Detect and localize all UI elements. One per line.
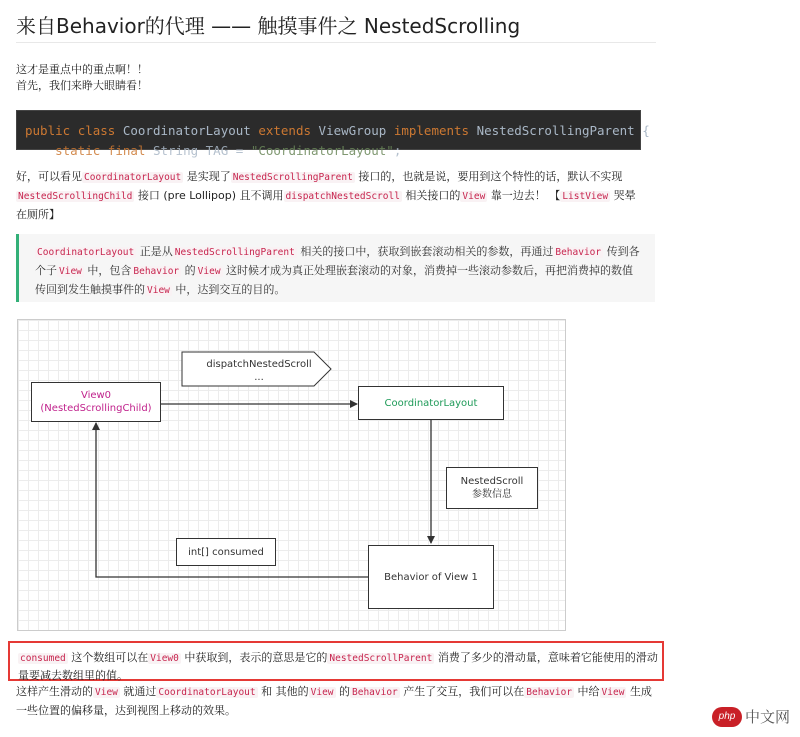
dispatch-label: dispatchNestedScroll ... [206,359,312,383]
view0-node: View0 (NestedScrollingChild) [31,382,161,422]
inline-code: consumed [20,653,66,664]
inline-code: View [147,285,170,296]
inline-code: NestedScrollingParent [232,172,353,183]
code-block [16,110,650,158]
code-line-2: static final String TAG = "CoordinatorLayout"; [55,143,402,158]
site-watermark [712,706,790,727]
inline-code: CoordinatorLayout [158,687,256,698]
code-line-1: public class CoordinatorLayout extends ViewGroup implements NestedScrollingParent { [25,123,650,138]
inline-code: CoordinatorLayout [37,247,135,258]
inline-code: View0 [150,653,179,664]
inline-code: View [59,266,82,277]
inline-code: View [310,687,334,698]
watermark-text: 中文网 [745,708,791,726]
title-divider [16,42,656,43]
coordinator-node: CoordinatorLayout [358,386,504,420]
inline-code: View [601,687,625,698]
blockquote: CoordinatorLayout 正是从 NestedScrollingParent 相关的接口中，获取到嵌套滚动相关的参数，再通过 Behavior 传到各个子 View 中，包含 Behavior 的 View 这时候才成为真正处理嵌套滚动的对象，消费掉一些滚动参数后，再把消费掉的数值传回到发生触摸事件的 View 中，达到交互的目的。 [16,234,655,302]
inline-code: Behavior [555,247,602,258]
nested-scroll-node: NestedScroll 参数信息 [446,467,538,509]
inline-code: View [95,687,118,698]
intro-line-2: 首先，我们来睁大眼睛看！ [16,79,148,92]
inline-code: dispatchNestedScroll [285,191,400,202]
inline-code: Behavior [526,687,573,698]
inline-code: View [197,266,221,277]
inline-code: Behavior [352,687,398,698]
inline-code: NestedScrollParent [329,653,433,664]
behavior-node: Behavior of View 1 [368,545,494,609]
inline-code: NestedScrollingChild [18,191,133,202]
page-title: 来自Behavior的代理 —— 触摸事件之 NestedScrolling [16,14,521,38]
flow-diagram [17,319,566,631]
inline-code: CoordinatorLayout [84,172,182,183]
inline-code: Behavior [133,266,180,277]
highlighted-note: consumed 这个数组可以在 View0 中获取到，表示的意思是它的 NestedScrollParent 消费了多少的滑动量，意味着它能使用的滑动量要减去数组里的值。 [8,641,664,681]
consumed-node: int[] consumed [176,538,276,566]
explanation-paragraph: 好，可以看见 CoordinatorLayout 是实现了 NestedScrollingParent 接口的，也就是说，要用到这个特性的话，默认不实现 NestedScrollingChild 接口 (pre Lollipop) 且不调用 dispatchNestedScroll 相关接口的 View 靠一边去！ 【 ListView 哭晕在厕所】 [16,170,636,221]
inline-code: NestedScrollingParent [174,247,295,258]
conclusion-paragraph: 这样产生滑动的 View 就通过 CoordinatorLayout 和 其他的 View 的 Behavior 产生了交互，我们可以在 Behavior 中给 View 生成一些位置的偏移量，达到视图上移动的效果。 [16,685,652,717]
inline-code: ListView [562,191,609,202]
php-logo-badge: php [712,707,742,727]
intro-line-1: 这才是重点中的重点啊！！ [16,63,148,76]
inline-code: View [462,191,486,202]
